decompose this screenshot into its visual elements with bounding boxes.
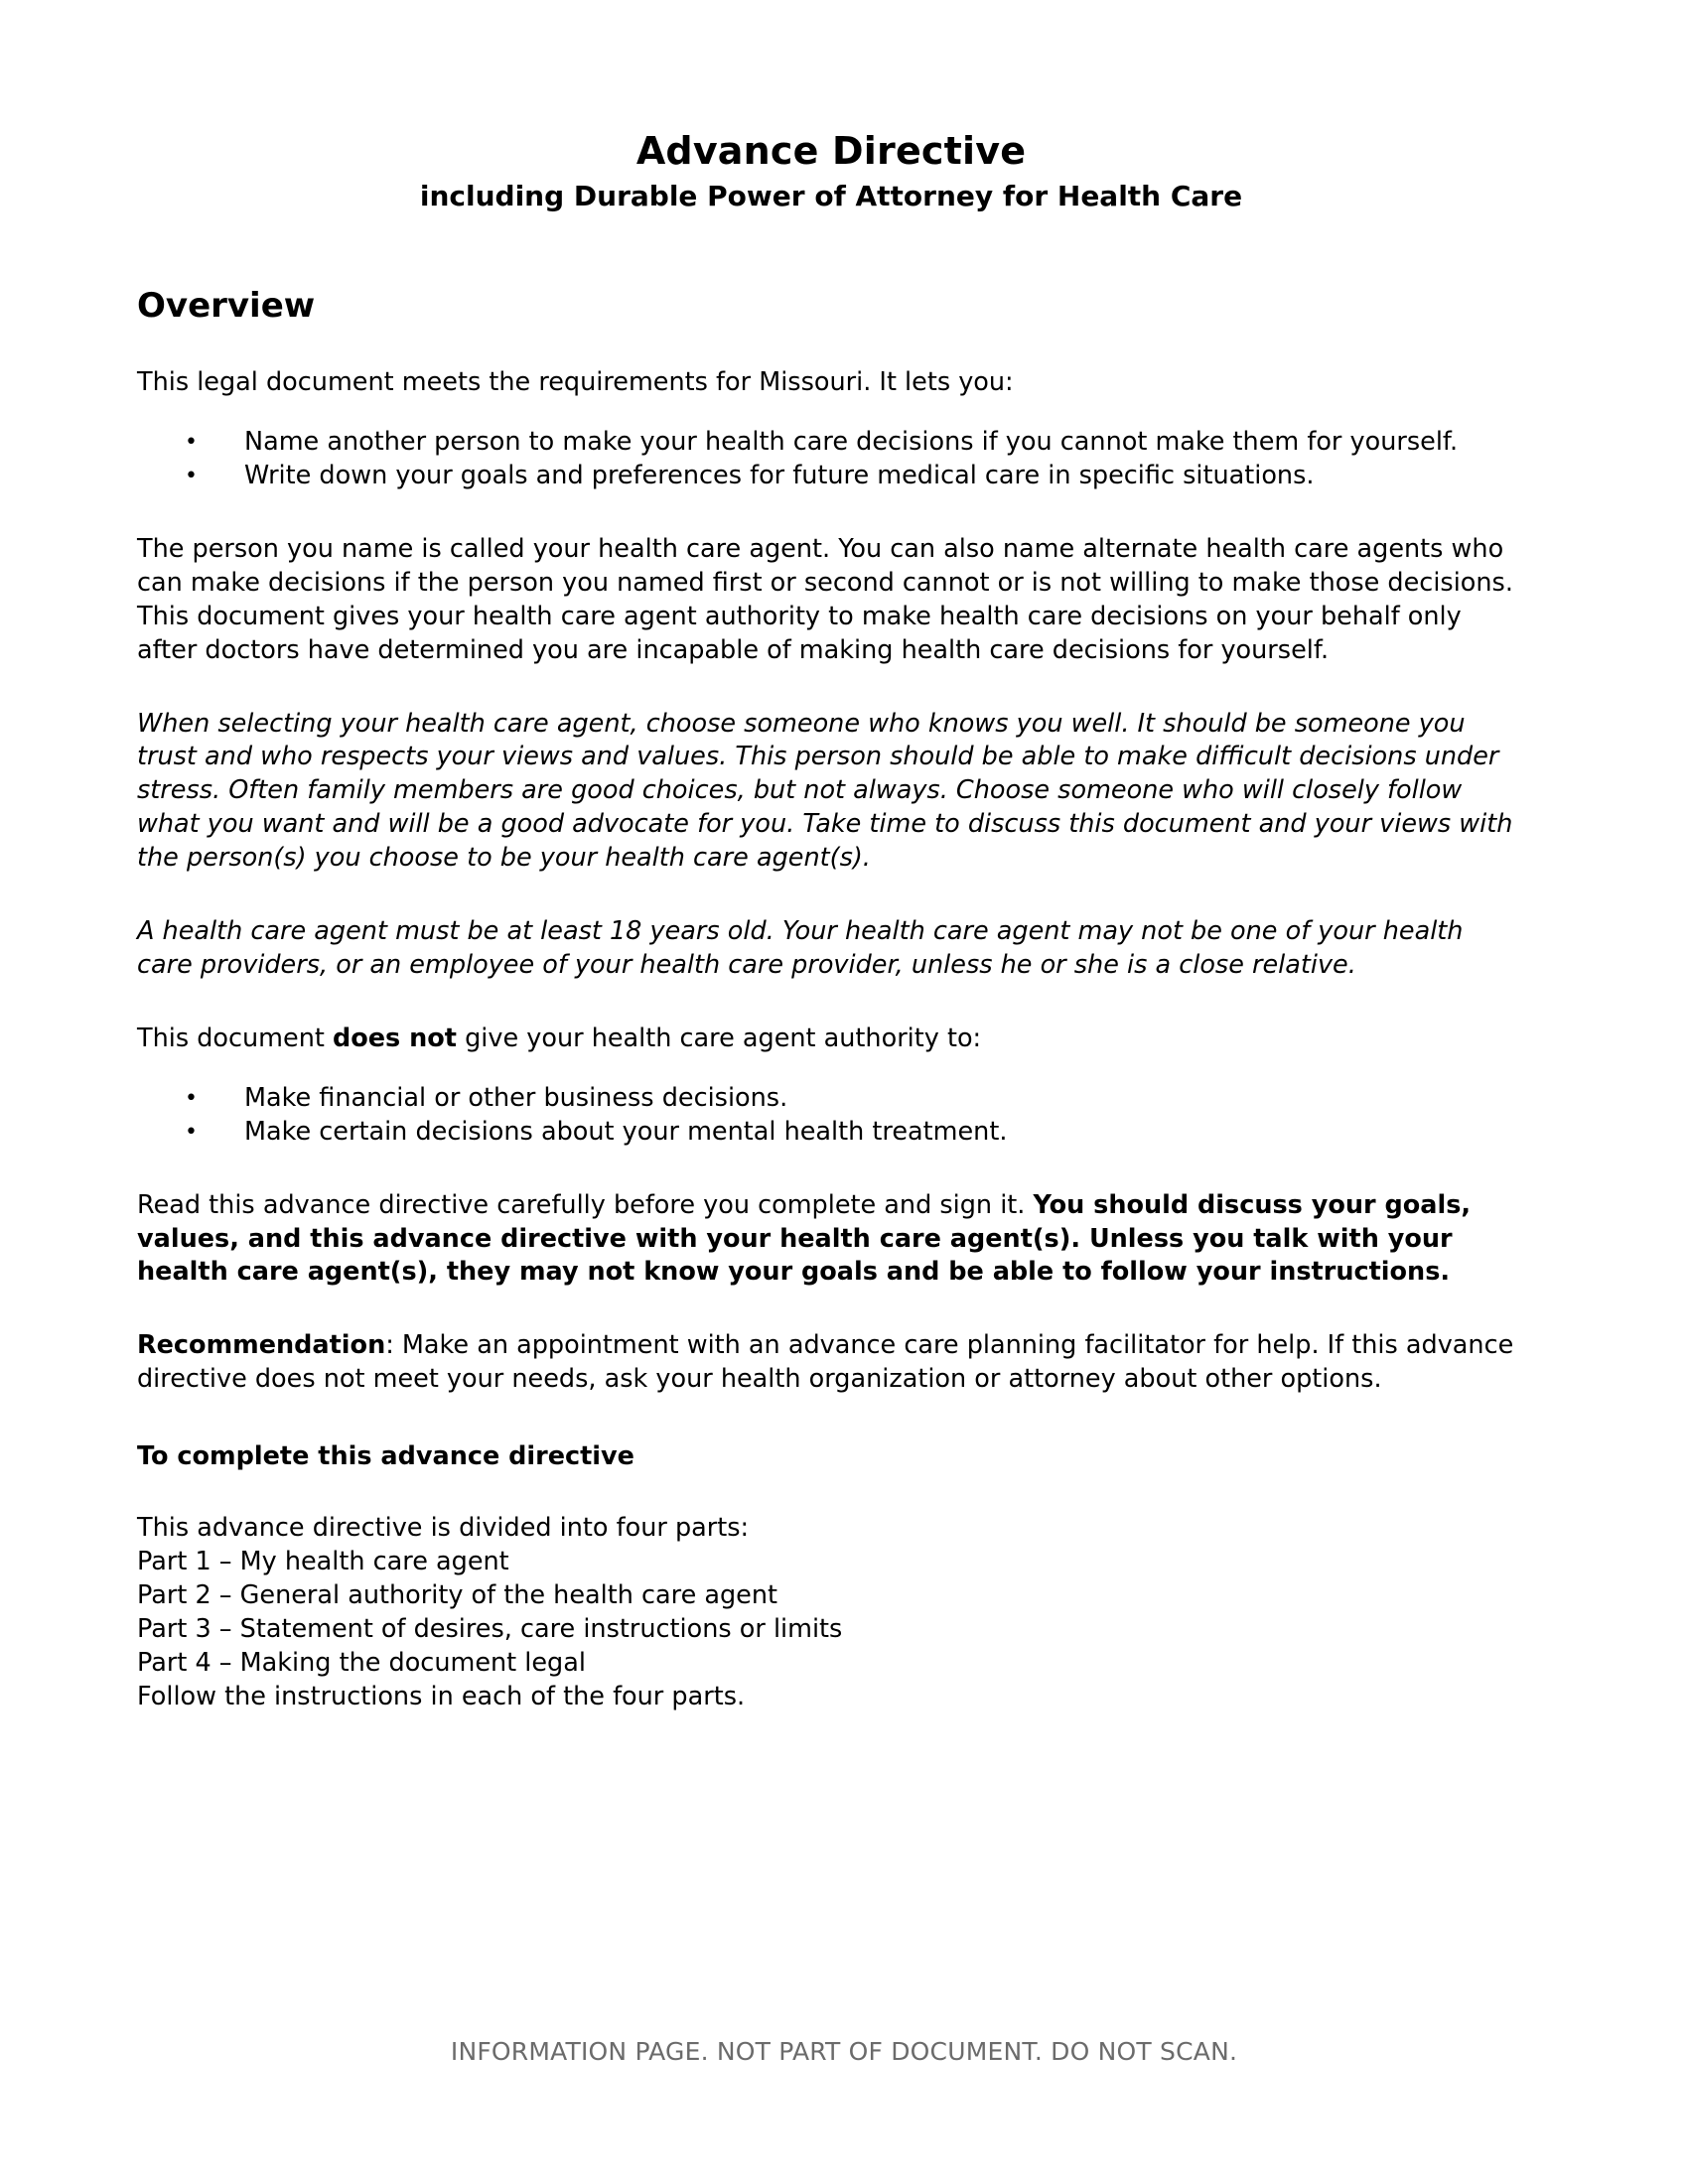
agent-eligibility-paragraph: A health care agent must be at least 18 years old. Your health care agent may not be one of your health care providers, or an employee of your health care provider, unless he or she is a close relative. bbox=[137, 916, 1464, 980]
document-title: Advance Directive bbox=[635, 129, 1027, 173]
part-line-3: Part 3 – Statement of desires, care instructions or limits bbox=[137, 1613, 843, 1644]
list-item: • Make certain decisions about your mental health treatment. bbox=[137, 1116, 1525, 1150]
follow-instructions-line: Follow the instructions in each of the four parts. bbox=[137, 1681, 746, 1711]
does-not-intro-paragraph bbox=[137, 1023, 1525, 1056]
recommendation-paragraph bbox=[137, 1329, 1525, 1397]
list-item: • Name another person to make your health care decisions if you cannot make them for yourself. bbox=[137, 426, 1525, 460]
selecting-agent-paragraph: When selecting your health care agent, choose someone who knows you well. It should be someone you trust and who respects your views and values. This person should be able to make difficult decisions under stress. Often family members are good choices, but not always. Choose someone who will closely follow what you want and will be a good advocate for you. Take time to discuss this document and your views with the person(s) you choose to be your health care agent(s). bbox=[137, 708, 1513, 874]
document-content bbox=[137, 129, 1525, 1714]
part-line-1: Part 1 – My health care agent bbox=[137, 1546, 509, 1576]
recommendation-label: Recommendation bbox=[137, 1330, 386, 1361]
list-item: • Make financial or other business decisions. bbox=[137, 1082, 1525, 1116]
document-subtitle: including Durable Power of Attorney for Health Care bbox=[419, 179, 1243, 212]
part-line-4: Part 4 – Making the document legal bbox=[137, 1647, 586, 1678]
to-complete-heading: To complete this advance directive bbox=[137, 1441, 634, 1472]
does-not-intro-before: This document bbox=[137, 1023, 333, 1053]
read-carefully-bold-text: You should discuss your goals, values, and this advance directive with your health care agent(s). Unless you talk with your health care agent(s), they may not know your goals and be able to follow your instructions. bbox=[137, 1189, 1472, 1288]
recommendation-text: : Make an appointment with an advance care planning facilitator for help. If this advance directive does not meet your needs, ask your health organization or attorney about other options. bbox=[137, 1330, 1514, 1395]
parts-intro: This advance directive is divided into four parts: bbox=[137, 1513, 750, 1544]
parts-block bbox=[137, 1512, 1525, 1713]
read-carefully-normal-text: Read this advance directive carefully before you complete and sign it. bbox=[137, 1189, 1034, 1220]
list-item: • Write down your goals and preferences for future medical care in specific situations. bbox=[137, 460, 1525, 493]
does-not-emphasis: does not bbox=[332, 1023, 457, 1053]
read-carefully-paragraph bbox=[137, 1189, 1525, 1291]
overview-heading: Overview bbox=[137, 286, 316, 327]
lets-you-bullet-list bbox=[137, 426, 1525, 493]
agent-definition-paragraph: The person you name is called your health care agent. You can also name alternate health care agents who can make decisions if the person you named first or second cannot or is not willing to make those decisions. This document gives your health care agent authority to make health care decisions on your behalf only after doctors have determined you are incapable of making health care decisions for yourself. bbox=[137, 533, 1513, 665]
overview-intro-paragraph: This legal document meets the requirements for Missouri. It lets you: bbox=[137, 367, 1014, 398]
part-line-2: Part 2 – General authority of the health care agent bbox=[137, 1579, 778, 1610]
does-not-bullet-list bbox=[137, 1082, 1525, 1150]
does-not-intro-after: give your health care agent authority to: bbox=[456, 1023, 982, 1053]
footer-note: INFORMATION PAGE. NOT PART OF DOCUMENT. DO NOT SCAN. bbox=[450, 2037, 1238, 2066]
